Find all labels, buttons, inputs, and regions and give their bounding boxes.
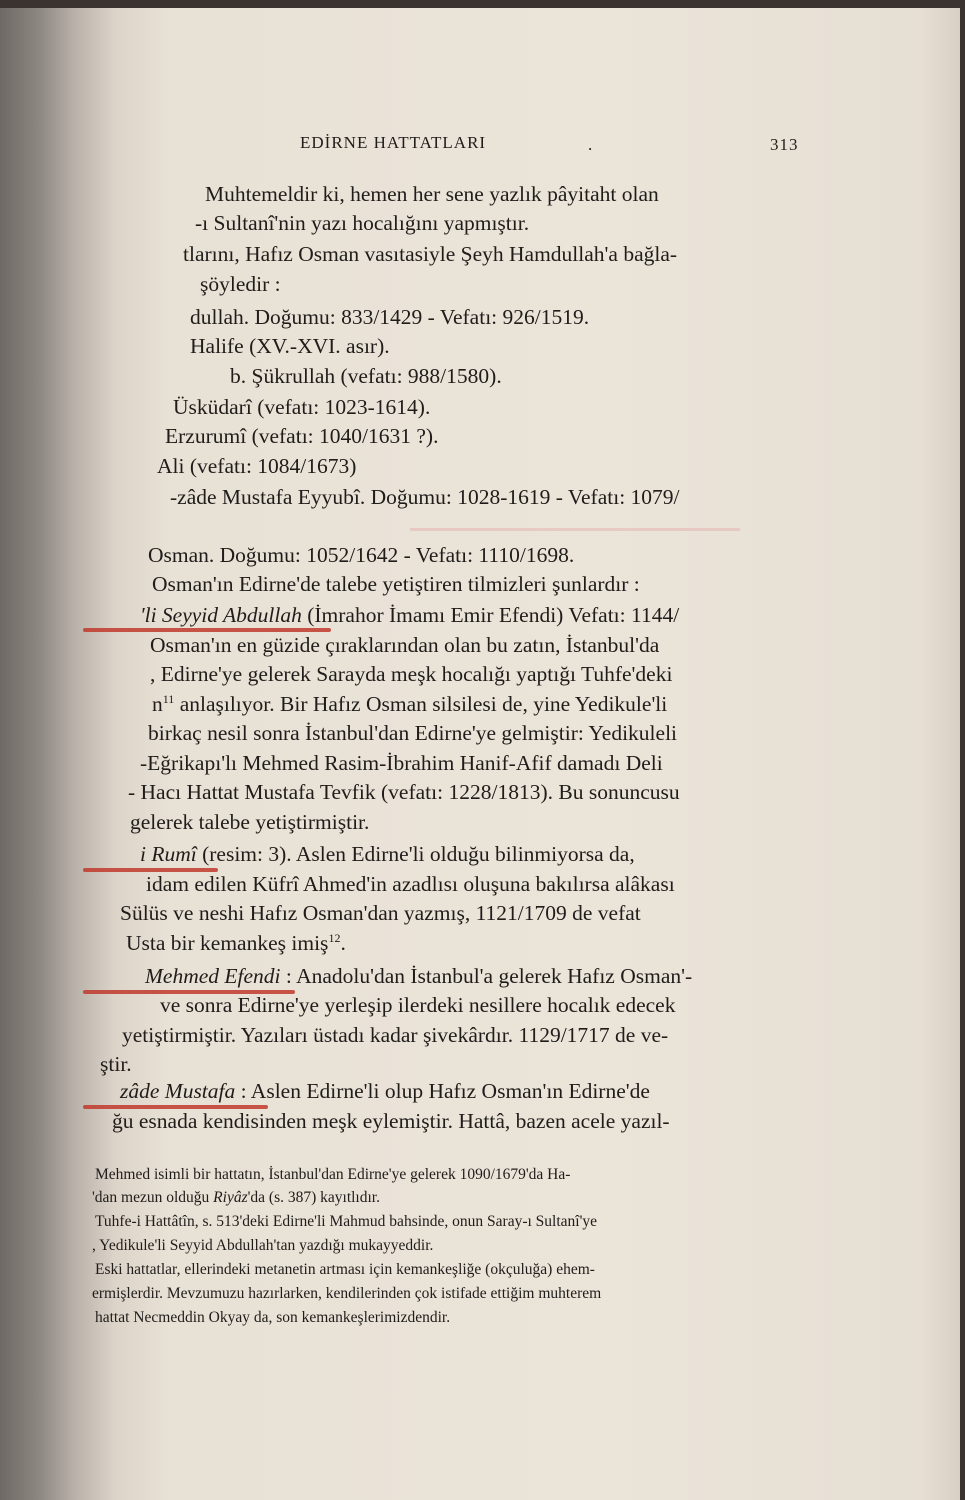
text-line: Ali (vefatı: 1084/1673): [157, 454, 357, 478]
text-line: -ı Sultanî'nin yazı hocalığını yapmıştır.: [195, 211, 530, 235]
text-line: Osman'ın en güzide çıraklarından olan bu zatın, İstanbul'da: [150, 633, 660, 657]
text-line: gelerek talebe yetiştirmiştir.: [130, 810, 370, 834]
faint-pencil-mark: [410, 528, 740, 531]
footnote-line: 'dan mezun olduğu Riyâz'da (s. 387) kayıtlıdır.: [92, 1189, 380, 1206]
text-line: - Hacı Hattat Mustafa Tevfik (vefatı: 1228/1813). Bu sonuncusu: [128, 780, 680, 804]
text-line: Muhtemeldir ki, hemen her sene yazlık pâyitaht olan: [205, 182, 659, 206]
footnote-line: hattat Necmeddin Okyay da, son kemankeşlerimizdendir.: [95, 1309, 451, 1326]
text-line: yetiştirmiştir. Yazıları üstadı kadar şivekârdır. 1129/1717 de ve-: [122, 1023, 669, 1047]
footnote-ref: 11: [162, 691, 175, 706]
footnote-line: Eski hattatlar, ellerindeki metanetin artması için kemankeşliğe (okçuluğa) ehem-: [95, 1261, 595, 1278]
text-line: dullah. Doğumu: 833/1429 - Vefatı: 926/1519.: [190, 305, 590, 329]
text-line: Üsküdarî (vefatı: 1023-1614).: [173, 395, 431, 419]
text-line: , Edirne'ye gelerek Sarayda meşk hocalığı yaptığı Tuhfe'deki: [150, 662, 673, 686]
running-header: EDİRNE HATTATLARI: [300, 133, 487, 152]
text-line: -zâde Mustafa Eyyubî. Doğumu: 1028-1619 - Vefatı: 1079/: [170, 485, 680, 509]
text-line: Usta bir kemankeş imiş$^{12}$.: [126, 930, 346, 955]
page-number: 313: [770, 135, 799, 154]
text-line: $n^{11}$ anlaşılıyor. Bir Hafız Osman silsilesi de, yine Yedikule'li: [152, 691, 668, 716]
text-line: Halife (XV.-XVI. asır).: [190, 334, 390, 358]
text-line: Osman. Doğumu: 1052/1642 - Vefatı: 1110/1698.: [148, 543, 575, 567]
text-line: ve sonra Edirne'ye yerleşip ilerdeki nesillere hocalık edecek: [160, 993, 676, 1017]
text-line: tlarını, Hafız Osman vasıtasiyle Şeyh Hamdullah'a bağla-: [183, 242, 678, 266]
text-line: -Eğrikapı'lı Mehmed Rasim-İbrahim Hanif-Afif damadı Deli: [140, 751, 663, 775]
text-line: b. Şükrullah (vefatı: 988/1580).: [230, 364, 502, 388]
text-line: birkaç nesil sonra İstanbul'dan Edirne'ye gelmiştir: Yedikuleli: [148, 721, 678, 745]
header-dot: .: [588, 135, 594, 154]
text-line: ştir.: [100, 1052, 132, 1076]
text-line: ğu esnada kendisinden meşk eylemiştir. Hattâ, bazen acele yazıl-: [112, 1109, 670, 1133]
italic-name: Mehmed Efendi: [145, 964, 281, 988]
text-line: idam edilen Küfrî Ahmed'in azadlısı oluşuna bakılırsa alâkası: [146, 872, 675, 896]
text-line: zâde Mustafa : Aslen Edirne'li olup Hafız Osman'ın Edirne'de: [120, 1079, 650, 1103]
footnote-line: ermişlerdir. Mevzumuzu hazırlarken, kendilerinden çok istifade ettiğim muhterem: [92, 1285, 602, 1302]
text-line: 'li Seyyid Abdullah (İmrahor İmamı Emir Efendi) Vefatı: 1144/: [140, 603, 680, 627]
footnote-line: , Yedikule'li Seyyid Abdullah'tan yazdığı mukayyeddir.: [92, 1237, 434, 1254]
italic-name: 'li Seyyid Abdullah: [140, 603, 302, 627]
text-line: i Rumî (resim: 3). Aslen Edirne'li olduğu bilinmiyorsa da,: [140, 842, 635, 866]
italic-name: i Rumî: [140, 842, 197, 866]
footnote-ref: 12: [328, 930, 341, 945]
text-line: Sülüs ve neshi Hafız Osman'dan yazmış, 1121/1709 de vefat: [120, 901, 641, 925]
book-page: [0, 8, 960, 1500]
text-line: Osman'ın Edirne'de talebe yetiştiren tilmizleri şunlardır :: [152, 572, 640, 596]
footnote-line: Tuhfe-i Hattâtîn, s. 513'deki Edirne'li Mahmud bahsinde, onun Saray-ı Sultanî'ye: [95, 1213, 598, 1230]
text-line: Mehmed Efendi : Anadolu'dan İstanbul'a gelerek Hafız Osman'-: [145, 964, 693, 988]
italic-name: zâde Mustafa: [120, 1079, 236, 1103]
text-line: Erzurumî (vefatı: 1040/1631 ?).: [165, 424, 439, 448]
footnote-line: Mehmed isimli bir hattatın, İstanbul'dan Edirne'ye gelerek 1090/1679'da Ha-: [95, 1166, 571, 1183]
text-line: şöyledir :: [200, 272, 281, 296]
